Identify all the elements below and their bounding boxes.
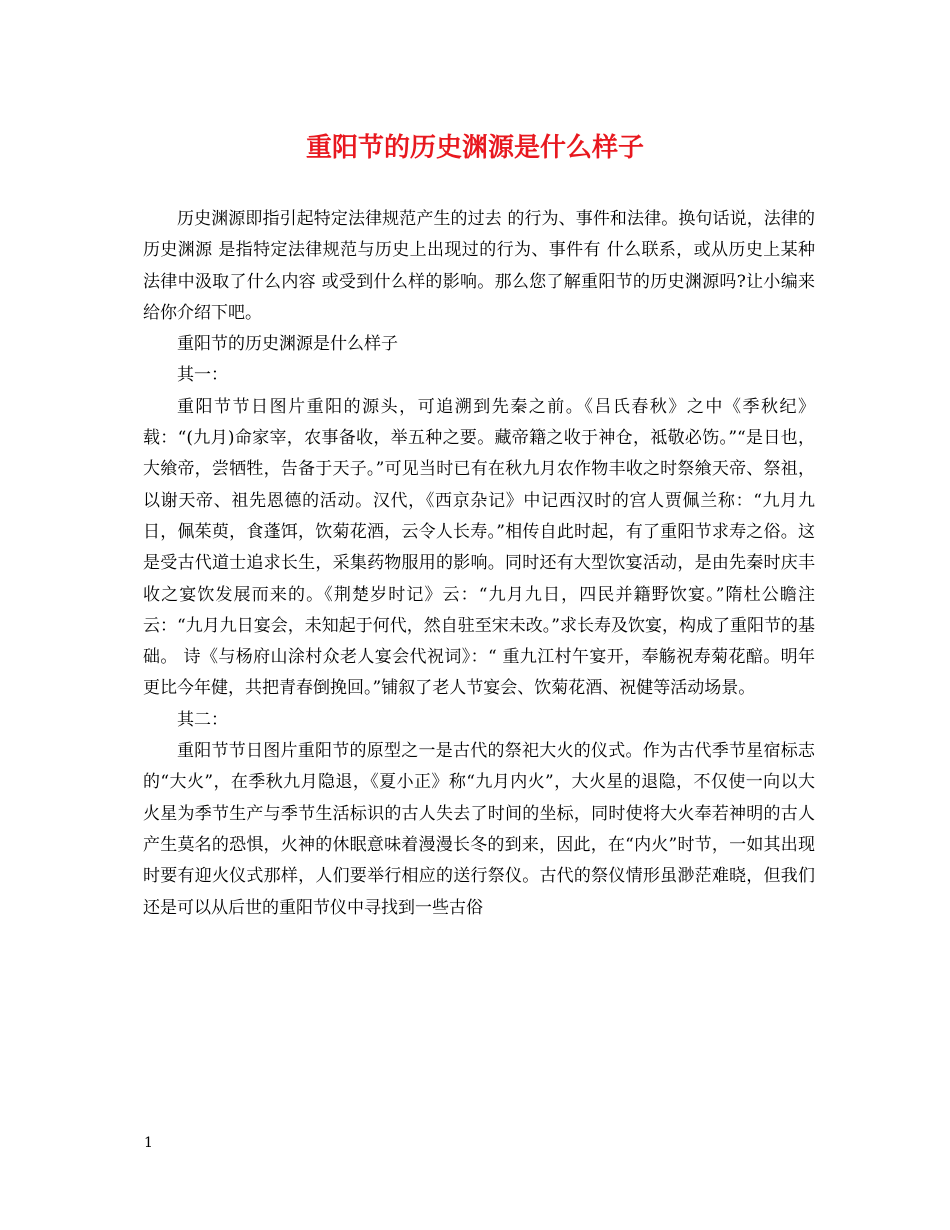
paragraph-section-two-body: 重阳节节日图片重阳节的原型之一是古代的祭祀大火的仪式。作为古代季节星宿标志的“大火”，在季秋九月隐退，《夏小正》称“九月内火”，大火星的退隐，不仅使一向以大火星为季节生产与季节生活标识的古人失去了时间的坐标，同时使将大火奉若神明的古人产生莫名的恐惧，火神的休眠意味着漫漫长冬的到来，因此，在“内火”时节，一如其出现时要有迎火仪式那样，人们要举行相应的送行祭仪。古代的祭仪情形虽渺茫难晓，但我们还是可以从后世的重阳节仪中寻找到一些古俗 (143, 741, 815, 918)
document-body (143, 204, 815, 924)
page-title: 重阳节的历史渊源是什么样子 (305, 133, 644, 163)
paragraph-subheading: 重阳节的历史渊源是什么样子 (177, 334, 398, 355)
page-number: 1 (144, 1135, 153, 1151)
paragraph-intro: 历史渊源即指引起特定法律规范产生的过去 的行为、事件和法律。换句话说，法律的历史渊源 是指特定法律规范与历史上出现过的行为、事件有 什么联系，或从历史上某种法律中汲取了什么内容 或受到什么样的影响。那么您了解重阳节的历史渊源吗?让小编来给你介绍下吧。 (143, 209, 815, 323)
paragraph-section-two-label: 其二： (177, 709, 228, 730)
paragraph-section-one-body: 重阳节节日图片重阳的源头，可追溯到先秦之前。《吕氏春秋》之中《季秋纪》载：“(九月)命家宰，农事备收，举五种之要。藏帝籍之收于神仓，祗敬必饬。”“是日也，大飨帝，尝牺牲，告备于天子。”可见当时已有在秋九月农作物丰收之时祭飨天帝、祭祖，以谢天帝、祖先恩德的活动。汉代，《西京杂记》中记西汉时的宫人贾佩兰称：“九月九日，佩茱萸，食蓬饵，饮菊花酒，云令人长寿。”相传自此时起，有了重阳节求寿之俗。这是受古代道士追求长生，采集药物服用的影响。同时还有大型饮宴活动，是由先秦时庆丰收之宴饮发展而来的。《荆楚岁时记》云：“九月九日，四民并籍野饮宴。”隋杜公瞻注云：“九月九日宴会，未知起于何代，然自驻至宋未改。”求长寿及饮宴，构成了重阳节的基础。 诗《与杨府山涂村众老人宴会代祝词》：“ 重九江村午宴开，奉觞祝寿菊花醅。明年更比今年健，共把青春倒挽回。”铺叙了老人节宴会、饮菊花酒、祝健等活动场景。 (143, 396, 815, 699)
paragraph-section-one-label: 其一： (177, 365, 228, 386)
